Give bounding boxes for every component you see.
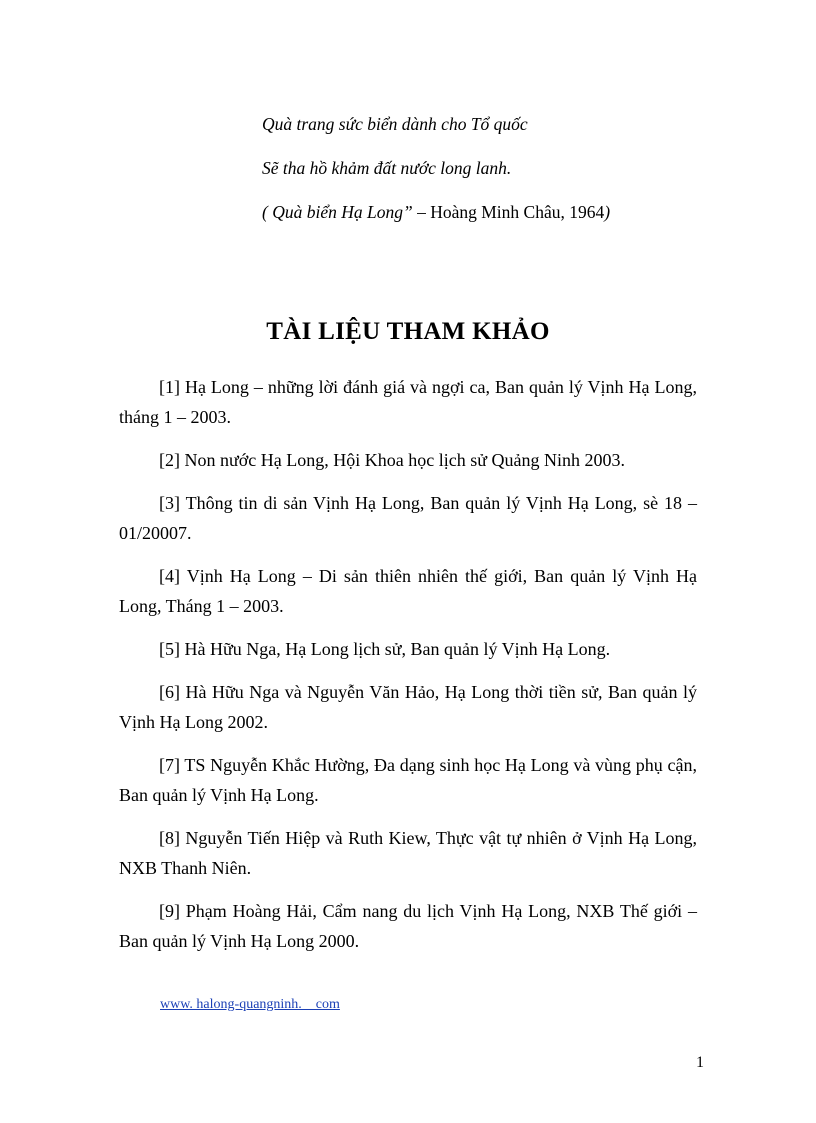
reference-list	[119, 372, 697, 969]
reference-item: [4] Vịnh Hạ Long – Di sản thiên nhiên thế giới, Ban quản lý Vịnh Hạ Long, Tháng 1 – 2003.	[119, 566, 697, 616]
reference-item: [9] Phạm Hoàng Hải, Cẩm nang du lịch Vịnh Hạ Long, NXB Thế giới – Ban quản lý Vịnh Hạ Long 2000.	[119, 901, 697, 951]
reference-item: [1] Hạ Long – những lời đánh giá và ngợi ca, Ban quản lý Vịnh Hạ Long, tháng 1 – 2003.	[119, 377, 697, 427]
poem-line-1: Quà trang sức biển dành cho Tổ quốc	[262, 114, 528, 134]
poem-quote	[262, 112, 610, 244]
reference-item: [3] Thông tin di sản Vịnh Hạ Long, Ban quản lý Vịnh Hạ Long, sè 18 – 01/20007.	[119, 493, 697, 543]
poem-citation-end: )	[604, 202, 611, 222]
reference-item: [6] Hà Hữu Nga và Nguyễn Văn Hảo, Hạ Long thời tiền sử, Ban quản lý Vịnh Hạ Long 2002.	[119, 682, 697, 732]
poem-citation-title: ( Quà biển Hạ Long” –	[262, 202, 431, 222]
reference-item: [2] Non nước Hạ Long, Hội Khoa học lịch sử Quảng Ninh 2003.	[159, 450, 625, 470]
reference-item: [8] Nguyễn Tiến Hiệp và Ruth Kiew, Thực vật tự nhiên ở Vịnh Hạ Long, NXB Thanh Niên.	[119, 828, 697, 878]
poem-line-2: Sẽ tha hồ khảm đất nước long lanh.	[262, 158, 512, 178]
poem-citation-author: Hoàng Minh Châu, 1964	[430, 202, 605, 222]
poem-citation	[262, 200, 610, 244]
reference-item: [5] Hà Hữu Nga, Hạ Long lịch sử, Ban quản lý Vịnh Hạ Long.	[159, 639, 611, 659]
reference-item: [7] TS Nguyễn Khắc Hường, Đa dạng sinh học Hạ Long và vùng phụ cận, Ban quản lý Vịnh Hạ Long.	[119, 755, 697, 805]
page-title: TÀI LIỆU THAM KHẢO	[266, 318, 550, 345]
website-link[interactable]: www. halong-quangninh. com	[160, 997, 340, 1012]
page-number: 1	[696, 1054, 704, 1071]
